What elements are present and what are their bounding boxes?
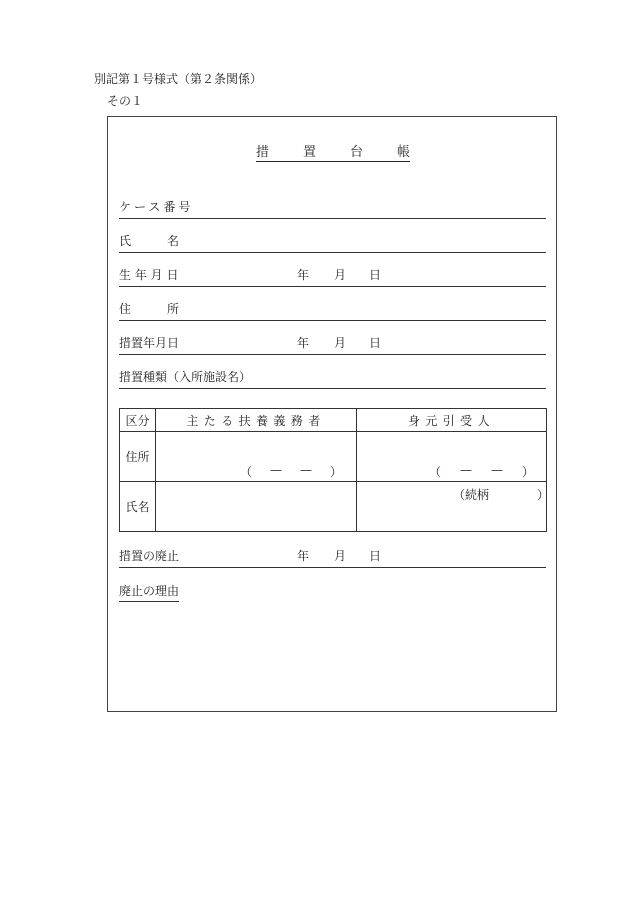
placement-date-row[interactable]	[119, 334, 546, 355]
month-unit: 月	[334, 336, 347, 350]
case-number-label: ケース番号	[119, 200, 194, 214]
placement-type-row[interactable]	[119, 368, 546, 389]
termination-label: 措置の廃止	[119, 549, 180, 563]
title-char: 帳	[396, 145, 410, 160]
title-char: 措	[256, 145, 270, 160]
name-label: 氏 名	[119, 234, 180, 248]
placement-type-label: 措置種類（入所施設名）	[119, 370, 252, 384]
birth-date-label: 生 年 月 日	[119, 268, 179, 282]
form-number: 別記第１号様式（第２条関係）	[94, 72, 263, 86]
case-number-row[interactable]	[119, 198, 546, 219]
day-unit: 日	[369, 336, 382, 350]
custodian-address-cell[interactable]	[357, 432, 547, 482]
placement-date-label: 措置年月日	[119, 336, 180, 350]
month-unit: 月	[334, 268, 347, 282]
year-unit: 年	[297, 268, 310, 282]
guardian-address-cell[interactable]	[156, 432, 357, 482]
termination-row[interactable]	[119, 547, 546, 568]
name-row[interactable]	[119, 232, 546, 253]
guardian-name-cell[interactable]	[156, 482, 357, 532]
form-subnumber: その１	[107, 94, 144, 108]
custodian-phone: （ — — ）	[429, 463, 534, 479]
address-row[interactable]	[119, 300, 546, 321]
address-label: 住 所	[119, 302, 180, 316]
address-row-label: 住所	[120, 432, 156, 482]
custodian-header: 身元引受人	[357, 409, 547, 432]
year-unit: 年	[297, 336, 310, 350]
name-row-label: 氏名	[120, 482, 156, 532]
guardian-table	[119, 408, 550, 532]
relation-label: （続柄 ）	[453, 488, 550, 502]
title-char: 置	[302, 145, 316, 160]
day-unit: 日	[369, 268, 382, 282]
form-title	[256, 141, 410, 162]
month-unit: 月	[334, 549, 347, 563]
custodian-name-cell[interactable]	[357, 482, 550, 532]
termination-reason-label: 廃止の理由	[119, 582, 179, 602]
day-unit: 日	[369, 549, 382, 563]
birth-date-row[interactable]	[119, 266, 546, 287]
guardian-phone: （ — — ）	[240, 463, 342, 479]
title-char: 台	[349, 145, 363, 160]
guardian-header: 主たる扶養義務者	[156, 409, 357, 432]
category-header: 区分	[120, 409, 156, 432]
year-unit: 年	[297, 549, 310, 563]
